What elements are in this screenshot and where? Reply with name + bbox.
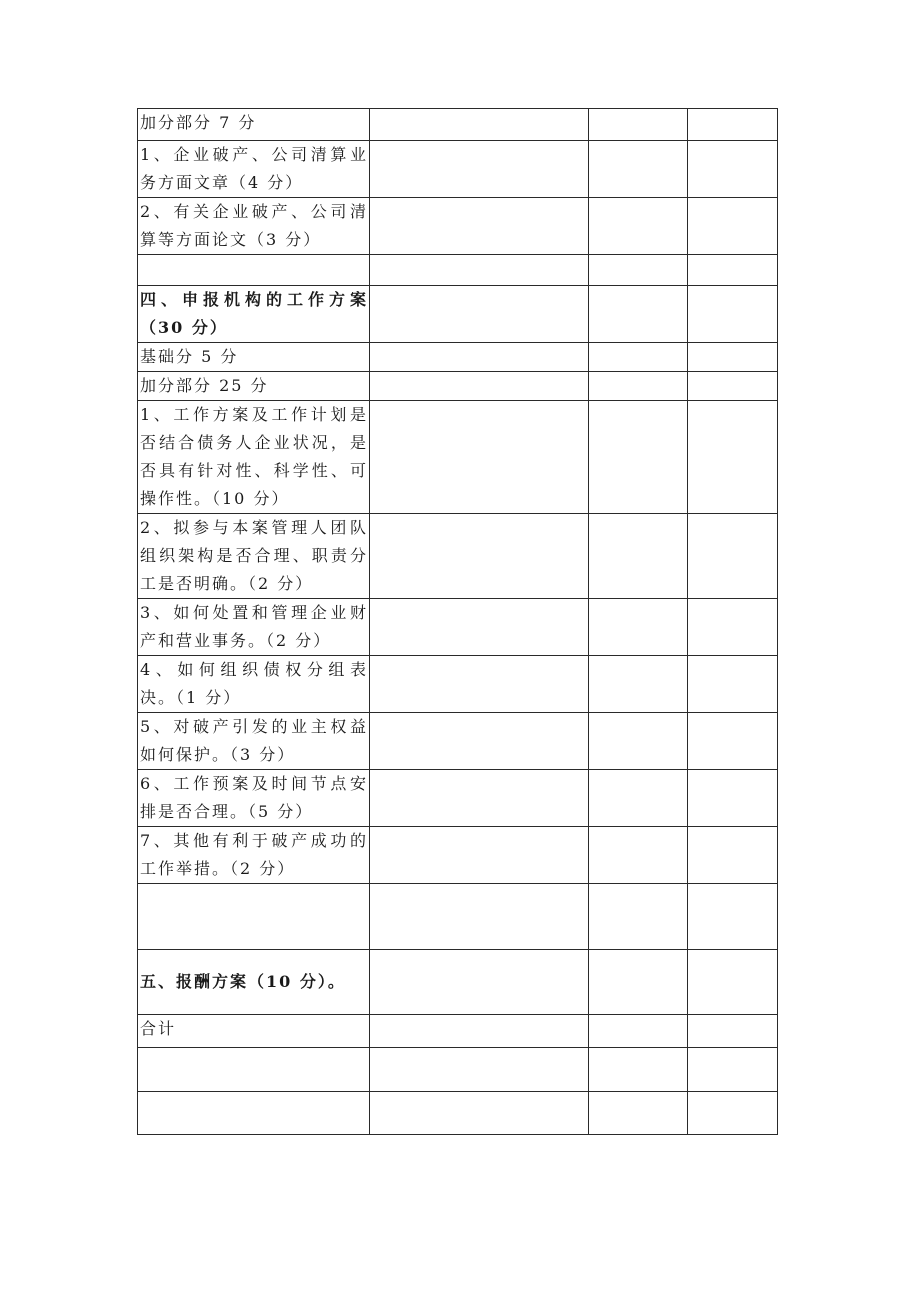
table-row xyxy=(138,255,778,286)
table-row xyxy=(138,1048,778,1092)
table-row xyxy=(138,950,778,1015)
score-cell[interactable] xyxy=(589,343,688,372)
section-heading: 五、报酬方案（10 分）。 xyxy=(138,950,370,1015)
criteria-cell xyxy=(138,1048,370,1092)
score-cell[interactable] xyxy=(688,599,778,656)
table-row xyxy=(138,141,778,198)
score-cell[interactable] xyxy=(589,141,688,198)
score-cell[interactable] xyxy=(589,198,688,255)
score-cell[interactable] xyxy=(370,141,589,198)
score-cell[interactable] xyxy=(370,656,589,713)
score-cell[interactable] xyxy=(688,109,778,141)
score-cell[interactable] xyxy=(370,514,589,599)
score-cell[interactable] xyxy=(370,372,589,401)
score-cell[interactable] xyxy=(589,514,688,599)
table-row xyxy=(138,109,778,141)
table-row xyxy=(138,286,778,343)
score-cell[interactable] xyxy=(589,1015,688,1048)
score-cell[interactable] xyxy=(370,198,589,255)
criteria-cell: 4、如何组织债权分组表决。（1 分） xyxy=(138,656,370,713)
score-cell[interactable] xyxy=(688,1048,778,1092)
score-cell[interactable] xyxy=(589,109,688,141)
table-row xyxy=(138,713,778,770)
score-cell[interactable] xyxy=(589,827,688,884)
table-row xyxy=(138,827,778,884)
score-cell[interactable] xyxy=(688,1092,778,1135)
score-cell[interactable] xyxy=(688,770,778,827)
score-cell[interactable] xyxy=(688,514,778,599)
score-cell[interactable] xyxy=(370,1048,589,1092)
score-cell[interactable] xyxy=(688,401,778,514)
score-cell[interactable] xyxy=(370,343,589,372)
criteria-cell: 加分部分 7 分 xyxy=(138,109,370,141)
criteria-cell: 2、有关企业破产、公司清算等方面论文（3 分） xyxy=(138,198,370,255)
score-cell[interactable] xyxy=(589,372,688,401)
score-cell[interactable] xyxy=(589,255,688,286)
table-row xyxy=(138,343,778,372)
score-cell[interactable] xyxy=(370,884,589,950)
score-cell[interactable] xyxy=(370,770,589,827)
criteria-cell: 1、工作方案及工作计划是否结合债务人企业状况，是否具有针对性、科学性、可操作性。（10 分） xyxy=(138,401,370,514)
total-label: 合计 xyxy=(138,1015,370,1048)
score-cell[interactable] xyxy=(370,713,589,770)
score-cell[interactable] xyxy=(370,950,589,1015)
score-cell[interactable] xyxy=(370,401,589,514)
score-cell[interactable] xyxy=(370,255,589,286)
criteria-cell xyxy=(138,1092,370,1135)
table-row xyxy=(138,514,778,599)
score-cell[interactable] xyxy=(688,1015,778,1048)
table-row xyxy=(138,372,778,401)
score-cell[interactable] xyxy=(589,286,688,343)
criteria-cell: 5、对破产引发的业主权益如何保护。（3 分） xyxy=(138,713,370,770)
score-cell[interactable] xyxy=(688,656,778,713)
score-cell[interactable] xyxy=(688,884,778,950)
score-cell[interactable] xyxy=(370,827,589,884)
score-cell[interactable] xyxy=(688,286,778,343)
score-cell[interactable] xyxy=(589,401,688,514)
score-cell[interactable] xyxy=(589,599,688,656)
criteria-cell: 3、如何处置和管理企业财产和营业事务。（2 分） xyxy=(138,599,370,656)
criteria-cell: 基础分 5 分 xyxy=(138,343,370,372)
criteria-cell: 7、其他有利于破产成功的工作举措。（2 分） xyxy=(138,827,370,884)
score-cell[interactable] xyxy=(370,109,589,141)
table-row xyxy=(138,401,778,514)
table-row xyxy=(138,198,778,255)
score-cell[interactable] xyxy=(370,1015,589,1048)
scoring-table xyxy=(137,108,778,1135)
criteria-cell: 6、工作预案及时间节点安排是否合理。（5 分） xyxy=(138,770,370,827)
score-cell[interactable] xyxy=(688,372,778,401)
score-cell[interactable] xyxy=(589,1092,688,1135)
score-cell[interactable] xyxy=(688,827,778,884)
criteria-cell: 1、企业破产、公司清算业务方面文章（4 分） xyxy=(138,141,370,198)
score-cell[interactable] xyxy=(370,1092,589,1135)
table-row xyxy=(138,770,778,827)
score-cell[interactable] xyxy=(589,770,688,827)
section-heading: 四、申报机构的工作方案（30 分） xyxy=(138,286,370,343)
score-cell[interactable] xyxy=(688,255,778,286)
table-row xyxy=(138,1015,778,1048)
criteria-cell xyxy=(138,884,370,950)
score-cell[interactable] xyxy=(688,343,778,372)
score-cell[interactable] xyxy=(589,713,688,770)
criteria-cell xyxy=(138,255,370,286)
score-cell[interactable] xyxy=(589,884,688,950)
criteria-cell: 2、拟参与本案管理人团队组织架构是否合理、职责分工是否明确。（2 分） xyxy=(138,514,370,599)
score-cell[interactable] xyxy=(589,950,688,1015)
table-row xyxy=(138,656,778,713)
score-cell[interactable] xyxy=(688,198,778,255)
table-row xyxy=(138,1092,778,1135)
score-cell[interactable] xyxy=(688,713,778,770)
score-cell[interactable] xyxy=(688,141,778,198)
score-cell[interactable] xyxy=(370,286,589,343)
table-row xyxy=(138,884,778,950)
score-cell[interactable] xyxy=(589,1048,688,1092)
table-row xyxy=(138,599,778,656)
score-cell[interactable] xyxy=(370,599,589,656)
criteria-cell: 加分部分 25 分 xyxy=(138,372,370,401)
score-cell[interactable] xyxy=(589,656,688,713)
score-cell[interactable] xyxy=(688,950,778,1015)
